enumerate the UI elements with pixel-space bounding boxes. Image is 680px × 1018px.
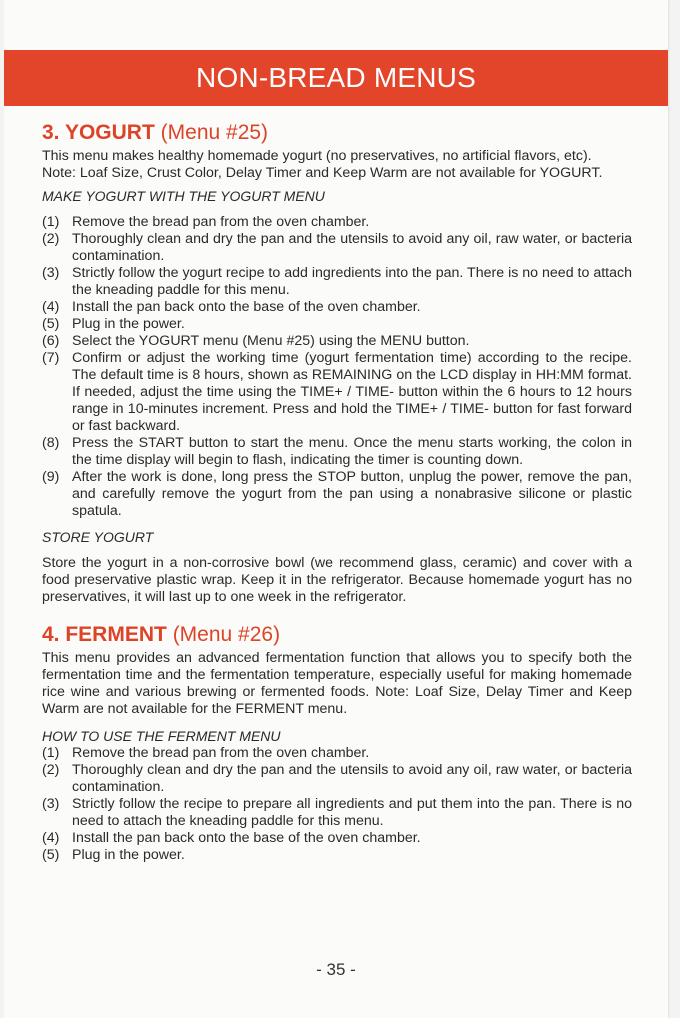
step-text: After the work is done, long press the STOP button, unplug the power, remove the pan, and carefully remove the yogurt from the pan using a nonabrasive silicone or plastic spatula. (72, 469, 632, 519)
ferment-howto-subhead: HOW TO USE THE FERMENT MENU (42, 728, 281, 744)
step-number: (5) (42, 847, 60, 863)
list-item (42, 796, 632, 830)
step-text: Thoroughly clean and dry the pan and the utensils to avoid any oil, raw water, or bacteria contamination. (72, 231, 632, 264)
list-item (42, 214, 632, 231)
step-text: Press the START button to start the menu. Once the menu starts working, the colon in the time display will begin to flash, indicating the timer is counting down. (72, 435, 632, 468)
step-text: Strictly follow the recipe to prepare all ingredients and put them into the pan. There is no need to attach the kneading paddle for this menu. (72, 796, 632, 829)
manual-page (4, 0, 668, 1018)
list-item (42, 316, 632, 333)
yogurt-store-text: Store the yogurt in a non-corrosive bowl (we recommend glass, ceramic) and cover with a food preservative plastic wrap. Keep it in the refrigerator. Because homemade yogurt has no preservatives, it will last up to one week in the refrigerator. (42, 555, 632, 605)
section-header-band (4, 50, 668, 106)
list-item (42, 231, 632, 265)
step-number: (3) (42, 265, 60, 281)
step-number: (2) (42, 762, 60, 778)
page-number: - 35 - (316, 960, 356, 979)
yogurt-steps-list (42, 214, 632, 520)
yogurt-heading-text: 3. YOGURT (42, 121, 155, 144)
list-item (42, 299, 632, 316)
yogurt-intro-2: Note: Loaf Size, Crust Color, Delay Timer and Keep Warm are not available for YOGURT. (42, 165, 603, 181)
yogurt-heading (42, 118, 632, 148)
step-text: Install the pan back onto the base of the oven chamber. (72, 299, 421, 315)
step-text: Remove the bread pan from the oven chamber. (72, 745, 370, 761)
list-item (42, 469, 632, 520)
list-item (42, 847, 632, 864)
yogurt-make-subhead: MAKE YOGURT WITH THE YOGURT MENU (42, 188, 325, 204)
list-item (42, 762, 632, 796)
page-content (42, 118, 632, 864)
section-title: NON-BREAD MENUS (196, 62, 476, 93)
ferment-heading (42, 620, 632, 650)
yogurt-intro-1: This menu makes healthy homemade yogurt (no preservatives, no artificial flavors, etc). (42, 148, 592, 164)
step-number: (6) (42, 333, 60, 349)
step-number: (1) (42, 745, 60, 761)
step-number: (4) (42, 830, 60, 846)
ferment-intro: This menu provides an advanced fermentation function that allows you to specify both the fermentation time and the fermentation temperature, especially useful for making homemade rice wine and various brewing or fermented foods. Note: Loaf Size, Delay Timer and Keep Warm are not available for the FERMENT menu. (42, 650, 632, 717)
step-text: Install the pan back onto the base of the oven chamber. (72, 830, 421, 846)
yogurt-store-subhead: STORE YOGURT (42, 529, 154, 545)
step-number: (9) (42, 469, 60, 485)
step-text: Select the YOGURT menu (Menu #25) using the MENU button. (72, 333, 470, 349)
ferment-steps-list (42, 745, 632, 864)
step-number: (4) (42, 299, 60, 315)
list-item (42, 745, 632, 762)
step-text: Thoroughly clean and dry the pan and the utensils to avoid any oil, raw water, or bacteria contamination. (72, 762, 632, 795)
yogurt-menu-ref: (Menu #25) (160, 121, 269, 144)
step-text: Confirm or adjust the working time (yogurt fermentation time) according to the recipe. The default time is 8 hours, shown as REMAINING on the LCD display in HH:MM format. If needed, adjust the time using the TIME+ / TIME- button within the 6 hours to 12 hours range in 10-minutes increment. Press and hold the TIME+ / TIME- button for fast forward or fast backward. (72, 350, 632, 434)
step-number: (5) (42, 316, 60, 332)
step-text: Plug in the power. (72, 316, 185, 332)
list-item (42, 435, 632, 469)
step-number: (2) (42, 231, 60, 247)
step-text: Strictly follow the yogurt recipe to add ingredients into the pan. There is no need to attach the kneading paddle for this menu. (72, 265, 632, 298)
step-number: (1) (42, 214, 60, 230)
step-number: (7) (42, 350, 60, 366)
list-item (42, 333, 632, 350)
step-text: Plug in the power. (72, 847, 185, 863)
step-number: (3) (42, 796, 60, 812)
list-item (42, 830, 632, 847)
step-number: (8) (42, 435, 60, 451)
ferment-menu-ref: (Menu #26) (172, 623, 281, 646)
ferment-heading-text: 4. FERMENT (42, 623, 167, 646)
list-item (42, 350, 632, 435)
list-item (42, 265, 632, 299)
step-text: Remove the bread pan from the oven chamber. (72, 214, 370, 230)
